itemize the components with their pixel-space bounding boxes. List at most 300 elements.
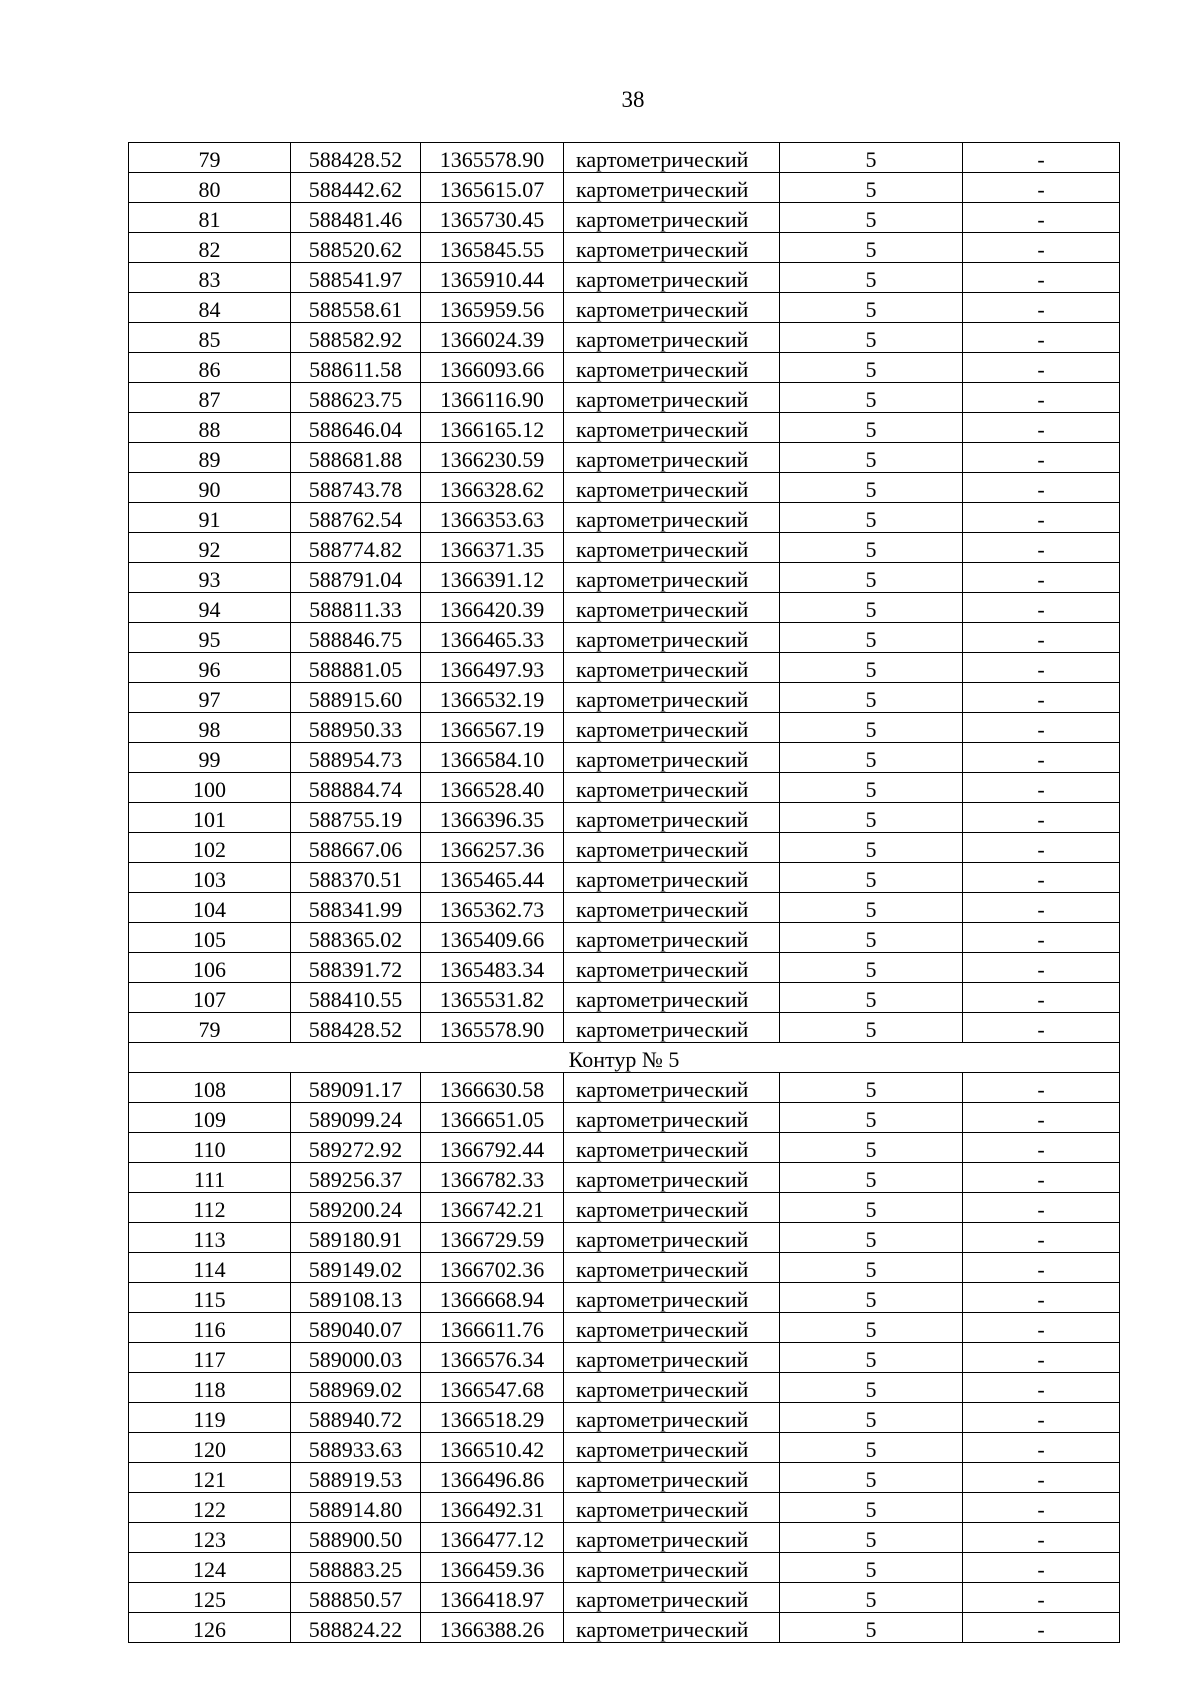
table-row: [129, 803, 1120, 833]
table-row: [129, 923, 1120, 953]
description-cell: -: [963, 503, 1120, 533]
x-coordinate-cell: 588933.63: [291, 1433, 421, 1463]
x-coordinate-cell: 588850.57: [291, 1583, 421, 1613]
table-row: [129, 233, 1120, 263]
x-coordinate-cell: 588623.75: [291, 383, 421, 413]
y-coordinate-cell: 1365910.44: [421, 263, 564, 293]
description-cell: -: [963, 293, 1120, 323]
accuracy-cell: 5: [780, 923, 963, 953]
y-coordinate-cell: 1365615.07: [421, 173, 564, 203]
accuracy-cell: 5: [780, 383, 963, 413]
point-number-cell: 82: [129, 233, 291, 263]
y-coordinate-cell: 1366611.76: [421, 1313, 564, 1343]
point-number-cell: 120: [129, 1433, 291, 1463]
table-row: [129, 293, 1120, 323]
description-cell: -: [963, 953, 1120, 983]
accuracy-cell: 5: [780, 1613, 963, 1643]
point-number-cell: 103: [129, 863, 291, 893]
table-row: [129, 1073, 1120, 1103]
method-cell: картометрический: [564, 1073, 780, 1103]
method-cell: картометрический: [564, 743, 780, 773]
table-row: [129, 383, 1120, 413]
point-number-cell: 91: [129, 503, 291, 533]
table-row: [129, 1493, 1120, 1523]
x-coordinate-cell: 588846.75: [291, 623, 421, 653]
description-cell: -: [963, 233, 1120, 263]
method-cell: картометрический: [564, 1433, 780, 1463]
point-number-cell: 117: [129, 1343, 291, 1373]
y-coordinate-cell: 1366418.97: [421, 1583, 564, 1613]
accuracy-cell: 5: [780, 1433, 963, 1463]
method-cell: картометрический: [564, 1373, 780, 1403]
y-coordinate-cell: 1365409.66: [421, 923, 564, 953]
y-coordinate-cell: 1366116.90: [421, 383, 564, 413]
method-cell: картометрический: [564, 443, 780, 473]
table-row: [129, 1343, 1120, 1373]
x-coordinate-cell: 588884.74: [291, 773, 421, 803]
description-cell: -: [963, 833, 1120, 863]
section-title: Контур № 5: [129, 1043, 1120, 1073]
y-coordinate-cell: 1366576.34: [421, 1343, 564, 1373]
description-cell: -: [963, 1523, 1120, 1553]
accuracy-cell: 5: [780, 233, 963, 263]
accuracy-cell: 5: [780, 1583, 963, 1613]
y-coordinate-cell: 1366497.93: [421, 653, 564, 683]
description-cell: -: [963, 1403, 1120, 1433]
table-row: [129, 1253, 1120, 1283]
method-cell: картометрический: [564, 1583, 780, 1613]
table-row: [129, 533, 1120, 563]
description-cell: -: [963, 263, 1120, 293]
description-cell: -: [963, 683, 1120, 713]
table-row: [129, 1403, 1120, 1433]
x-coordinate-cell: 588681.88: [291, 443, 421, 473]
coordinates-table: [128, 142, 1120, 1643]
accuracy-cell: 5: [780, 1313, 963, 1343]
description-cell: -: [963, 413, 1120, 443]
y-coordinate-cell: 1366420.39: [421, 593, 564, 623]
accuracy-cell: 5: [780, 593, 963, 623]
description-cell: -: [963, 203, 1120, 233]
method-cell: картометрический: [564, 143, 780, 173]
description-cell: -: [963, 863, 1120, 893]
x-coordinate-cell: 588900.50: [291, 1523, 421, 1553]
table-row: [129, 503, 1120, 533]
point-number-cell: 123: [129, 1523, 291, 1553]
x-coordinate-cell: 588755.19: [291, 803, 421, 833]
point-number-cell: 105: [129, 923, 291, 953]
method-cell: картометрический: [564, 563, 780, 593]
accuracy-cell: 5: [780, 773, 963, 803]
method-cell: картометрический: [564, 623, 780, 653]
method-cell: картометрический: [564, 1163, 780, 1193]
x-coordinate-cell: 588481.46: [291, 203, 421, 233]
y-coordinate-cell: 1366459.36: [421, 1553, 564, 1583]
method-cell: картометрический: [564, 1613, 780, 1643]
method-cell: картометрический: [564, 503, 780, 533]
description-cell: -: [963, 1073, 1120, 1103]
table-row: [129, 1433, 1120, 1463]
point-number-cell: 125: [129, 1583, 291, 1613]
x-coordinate-cell: 589272.92: [291, 1133, 421, 1163]
x-coordinate-cell: 588881.05: [291, 653, 421, 683]
x-coordinate-cell: 589000.03: [291, 1343, 421, 1373]
accuracy-cell: 5: [780, 1463, 963, 1493]
table-row: [129, 713, 1120, 743]
method-cell: картометрический: [564, 953, 780, 983]
table-row: [129, 1223, 1120, 1253]
y-coordinate-cell: 1365578.90: [421, 1013, 564, 1043]
table-row: [129, 203, 1120, 233]
table-row: [129, 563, 1120, 593]
description-cell: -: [963, 143, 1120, 173]
table-row: [129, 1133, 1120, 1163]
point-number-cell: 121: [129, 1463, 291, 1493]
point-number-cell: 90: [129, 473, 291, 503]
accuracy-cell: 5: [780, 1073, 963, 1103]
table-row: [129, 1013, 1120, 1043]
point-number-cell: 83: [129, 263, 291, 293]
method-cell: картометрический: [564, 413, 780, 443]
method-cell: картометрический: [564, 1103, 780, 1133]
description-cell: -: [963, 923, 1120, 953]
table-row: [129, 353, 1120, 383]
method-cell: картометрический: [564, 983, 780, 1013]
description-cell: -: [963, 893, 1120, 923]
accuracy-cell: 5: [780, 1163, 963, 1193]
accuracy-cell: 5: [780, 1523, 963, 1553]
table-row: [129, 983, 1120, 1013]
x-coordinate-cell: 588520.62: [291, 233, 421, 263]
point-number-cell: 111: [129, 1163, 291, 1193]
x-coordinate-cell: 588370.51: [291, 863, 421, 893]
x-coordinate-cell: 588667.06: [291, 833, 421, 863]
x-coordinate-cell: 588428.52: [291, 143, 421, 173]
y-coordinate-cell: 1366782.33: [421, 1163, 564, 1193]
x-coordinate-cell: 588762.54: [291, 503, 421, 533]
method-cell: картометрический: [564, 1313, 780, 1343]
x-coordinate-cell: 588410.55: [291, 983, 421, 1013]
description-cell: -: [963, 1013, 1120, 1043]
table-row: [129, 1103, 1120, 1133]
method-cell: картометрический: [564, 533, 780, 563]
description-cell: -: [963, 1103, 1120, 1133]
accuracy-cell: 5: [780, 983, 963, 1013]
y-coordinate-cell: 1366492.31: [421, 1493, 564, 1523]
x-coordinate-cell: 588582.92: [291, 323, 421, 353]
y-coordinate-cell: 1366584.10: [421, 743, 564, 773]
description-cell: -: [963, 443, 1120, 473]
table-row: [129, 1523, 1120, 1553]
x-coordinate-cell: 588791.04: [291, 563, 421, 593]
y-coordinate-cell: 1365483.34: [421, 953, 564, 983]
point-number-cell: 126: [129, 1613, 291, 1643]
description-cell: -: [963, 1253, 1120, 1283]
x-coordinate-cell: 588811.33: [291, 593, 421, 623]
accuracy-cell: 5: [780, 323, 963, 353]
method-cell: картометрический: [564, 1283, 780, 1313]
method-cell: картометрический: [564, 1133, 780, 1163]
table-row: [129, 683, 1120, 713]
accuracy-cell: 5: [780, 1553, 963, 1583]
accuracy-cell: 5: [780, 1343, 963, 1373]
method-cell: картометрический: [564, 653, 780, 683]
x-coordinate-cell: 588915.60: [291, 683, 421, 713]
method-cell: картометрический: [564, 473, 780, 503]
x-coordinate-cell: 588950.33: [291, 713, 421, 743]
method-cell: картометрический: [564, 1553, 780, 1583]
point-number-cell: 87: [129, 383, 291, 413]
y-coordinate-cell: 1366328.62: [421, 473, 564, 503]
x-coordinate-cell: 588824.22: [291, 1613, 421, 1643]
x-coordinate-cell: 589099.24: [291, 1103, 421, 1133]
x-coordinate-cell: 588611.58: [291, 353, 421, 383]
point-number-cell: 79: [129, 143, 291, 173]
method-cell: картометрический: [564, 893, 780, 923]
table-row: [129, 473, 1120, 503]
y-coordinate-cell: 1366518.29: [421, 1403, 564, 1433]
point-number-cell: 109: [129, 1103, 291, 1133]
description-cell: -: [963, 1193, 1120, 1223]
y-coordinate-cell: 1366230.59: [421, 443, 564, 473]
point-number-cell: 94: [129, 593, 291, 623]
description-cell: -: [963, 653, 1120, 683]
method-cell: картометрический: [564, 1013, 780, 1043]
y-coordinate-cell: 1366353.63: [421, 503, 564, 533]
x-coordinate-cell: 588341.99: [291, 893, 421, 923]
y-coordinate-cell: 1366528.40: [421, 773, 564, 803]
y-coordinate-cell: 1365959.56: [421, 293, 564, 323]
coordinates-table-body: [129, 143, 1120, 1643]
point-number-cell: 88: [129, 413, 291, 443]
y-coordinate-cell: 1366371.35: [421, 533, 564, 563]
description-cell: -: [963, 803, 1120, 833]
point-number-cell: 86: [129, 353, 291, 383]
table-row: [129, 863, 1120, 893]
y-coordinate-cell: 1365730.45: [421, 203, 564, 233]
description-cell: -: [963, 1583, 1120, 1613]
method-cell: картометрический: [564, 1403, 780, 1433]
method-cell: картометрический: [564, 833, 780, 863]
method-cell: картометрический: [564, 923, 780, 953]
accuracy-cell: 5: [780, 683, 963, 713]
accuracy-cell: 5: [780, 893, 963, 923]
y-coordinate-cell: 1365578.90: [421, 143, 564, 173]
accuracy-cell: 5: [780, 1103, 963, 1133]
accuracy-cell: 5: [780, 353, 963, 383]
method-cell: картометрический: [564, 1493, 780, 1523]
method-cell: картометрический: [564, 1193, 780, 1223]
point-number-cell: 81: [129, 203, 291, 233]
point-number-cell: 116: [129, 1313, 291, 1343]
point-number-cell: 79: [129, 1013, 291, 1043]
accuracy-cell: 5: [780, 803, 963, 833]
point-number-cell: 113: [129, 1223, 291, 1253]
table-row: [129, 173, 1120, 203]
point-number-cell: 122: [129, 1493, 291, 1523]
point-number-cell: 104: [129, 893, 291, 923]
y-coordinate-cell: 1366465.33: [421, 623, 564, 653]
y-coordinate-cell: 1366630.58: [421, 1073, 564, 1103]
description-cell: -: [963, 383, 1120, 413]
description-cell: -: [963, 1493, 1120, 1523]
point-number-cell: 107: [129, 983, 291, 1013]
point-number-cell: 124: [129, 1553, 291, 1583]
description-cell: -: [963, 323, 1120, 353]
y-coordinate-cell: 1366165.12: [421, 413, 564, 443]
table-row: [129, 953, 1120, 983]
description-cell: -: [963, 1373, 1120, 1403]
point-number-cell: 110: [129, 1133, 291, 1163]
x-coordinate-cell: 589180.91: [291, 1223, 421, 1253]
accuracy-cell: 5: [780, 1253, 963, 1283]
point-number-cell: 80: [129, 173, 291, 203]
table-row: [129, 623, 1120, 653]
point-number-cell: 119: [129, 1403, 291, 1433]
description-cell: -: [963, 623, 1120, 653]
method-cell: картометрический: [564, 593, 780, 623]
accuracy-cell: 5: [780, 623, 963, 653]
description-cell: -: [963, 593, 1120, 623]
description-cell: -: [963, 1433, 1120, 1463]
accuracy-cell: 5: [780, 413, 963, 443]
method-cell: картометрический: [564, 323, 780, 353]
table-row: [129, 1193, 1120, 1223]
x-coordinate-cell: 588774.82: [291, 533, 421, 563]
table-row: [129, 263, 1120, 293]
method-cell: картометрический: [564, 383, 780, 413]
table-row: [129, 1163, 1120, 1193]
accuracy-cell: 5: [780, 743, 963, 773]
table-row: [129, 1613, 1120, 1643]
y-coordinate-cell: 1366477.12: [421, 1523, 564, 1553]
y-coordinate-cell: 1366702.36: [421, 1253, 564, 1283]
accuracy-cell: 5: [780, 1013, 963, 1043]
description-cell: -: [963, 1223, 1120, 1253]
description-cell: -: [963, 1463, 1120, 1493]
y-coordinate-cell: 1365531.82: [421, 983, 564, 1013]
accuracy-cell: 5: [780, 173, 963, 203]
accuracy-cell: 5: [780, 713, 963, 743]
method-cell: картометрический: [564, 293, 780, 323]
x-coordinate-cell: 588391.72: [291, 953, 421, 983]
method-cell: картометрический: [564, 263, 780, 293]
point-number-cell: 93: [129, 563, 291, 593]
point-number-cell: 85: [129, 323, 291, 353]
point-number-cell: 95: [129, 623, 291, 653]
x-coordinate-cell: 588940.72: [291, 1403, 421, 1433]
description-cell: -: [963, 983, 1120, 1013]
y-coordinate-cell: 1366257.36: [421, 833, 564, 863]
point-number-cell: 108: [129, 1073, 291, 1103]
accuracy-cell: 5: [780, 863, 963, 893]
point-number-cell: 112: [129, 1193, 291, 1223]
y-coordinate-cell: 1366651.05: [421, 1103, 564, 1133]
method-cell: картометрический: [564, 803, 780, 833]
method-cell: картометрический: [564, 203, 780, 233]
y-coordinate-cell: 1365465.44: [421, 863, 564, 893]
table-row: [129, 323, 1120, 353]
table-row: [129, 1373, 1120, 1403]
accuracy-cell: 5: [780, 653, 963, 683]
accuracy-cell: 5: [780, 1403, 963, 1433]
y-coordinate-cell: 1366388.26: [421, 1613, 564, 1643]
point-number-cell: 84: [129, 293, 291, 323]
y-coordinate-cell: 1365362.73: [421, 893, 564, 923]
method-cell: картометрический: [564, 1463, 780, 1493]
table-row: [129, 443, 1120, 473]
description-cell: -: [963, 353, 1120, 383]
table-row: [129, 773, 1120, 803]
description-cell: -: [963, 713, 1120, 743]
y-coordinate-cell: 1366729.59: [421, 1223, 564, 1253]
accuracy-cell: 5: [780, 143, 963, 173]
y-coordinate-cell: 1366391.12: [421, 563, 564, 593]
x-coordinate-cell: 588541.97: [291, 263, 421, 293]
x-coordinate-cell: 588914.80: [291, 1493, 421, 1523]
accuracy-cell: 5: [780, 473, 963, 503]
y-coordinate-cell: 1366567.19: [421, 713, 564, 743]
point-number-cell: 106: [129, 953, 291, 983]
description-cell: -: [963, 1133, 1120, 1163]
accuracy-cell: 5: [780, 1223, 963, 1253]
description-cell: -: [963, 743, 1120, 773]
x-coordinate-cell: 589091.17: [291, 1073, 421, 1103]
table-row: [129, 1283, 1120, 1313]
method-cell: картометрический: [564, 683, 780, 713]
table-row: [129, 893, 1120, 923]
point-number-cell: 102: [129, 833, 291, 863]
x-coordinate-cell: 588428.52: [291, 1013, 421, 1043]
y-coordinate-cell: 1366532.19: [421, 683, 564, 713]
x-coordinate-cell: 588919.53: [291, 1463, 421, 1493]
table-row: [129, 593, 1120, 623]
accuracy-cell: 5: [780, 1133, 963, 1163]
description-cell: -: [963, 1553, 1120, 1583]
y-coordinate-cell: 1366093.66: [421, 353, 564, 383]
point-number-cell: 97: [129, 683, 291, 713]
y-coordinate-cell: 1366510.42: [421, 1433, 564, 1463]
description-cell: -: [963, 1613, 1120, 1643]
method-cell: картометрический: [564, 173, 780, 203]
point-number-cell: 98: [129, 713, 291, 743]
x-coordinate-cell: 588365.02: [291, 923, 421, 953]
x-coordinate-cell: 589200.24: [291, 1193, 421, 1223]
point-number-cell: 96: [129, 653, 291, 683]
point-number-cell: 118: [129, 1373, 291, 1403]
accuracy-cell: 5: [780, 293, 963, 323]
description-cell: -: [963, 773, 1120, 803]
x-coordinate-cell: 588646.04: [291, 413, 421, 443]
table-row: [129, 743, 1120, 773]
point-number-cell: 115: [129, 1283, 291, 1313]
x-coordinate-cell: 588954.73: [291, 743, 421, 773]
y-coordinate-cell: 1366668.94: [421, 1283, 564, 1313]
x-coordinate-cell: 588743.78: [291, 473, 421, 503]
description-cell: -: [963, 1163, 1120, 1193]
description-cell: -: [963, 173, 1120, 203]
page-number: 38: [621, 87, 645, 112]
accuracy-cell: 5: [780, 1373, 963, 1403]
y-coordinate-cell: 1366792.44: [421, 1133, 564, 1163]
method-cell: картометрический: [564, 1223, 780, 1253]
method-cell: картометрический: [564, 1343, 780, 1373]
accuracy-cell: 5: [780, 1493, 963, 1523]
description-cell: -: [963, 1343, 1120, 1373]
accuracy-cell: 5: [780, 443, 963, 473]
point-number-cell: 89: [129, 443, 291, 473]
accuracy-cell: 5: [780, 953, 963, 983]
